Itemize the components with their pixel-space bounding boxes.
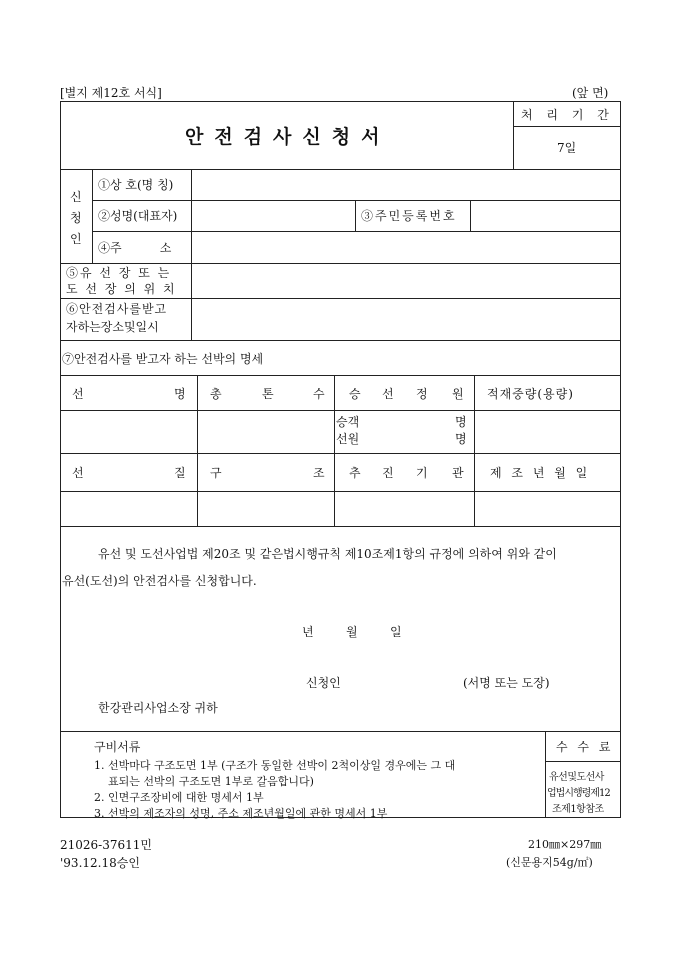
applicant-group-label-3: 인 xyxy=(70,232,82,246)
applicant-group-label-1: 신 xyxy=(70,190,82,204)
capacity-header-a: 승 xyxy=(349,387,361,401)
business-name-label: ①상 호(명 칭) xyxy=(98,178,174,192)
dock-location-label-1: ⑤유 선 장 또 는 xyxy=(66,266,172,280)
passengers-unit: 명 xyxy=(455,415,467,429)
crew-unit: 명 xyxy=(455,432,467,446)
engine-header-d: 관 xyxy=(452,466,464,480)
form-title: 안전검사신청서 xyxy=(185,126,391,148)
capacity-header-c: 정 xyxy=(416,387,428,401)
processing-period-label: 처 리 기 간 xyxy=(521,108,614,122)
required-document-1a: 1. 선박마다 구조도면 1부 (구조가 동일한 선박이 2척이상일 경우에는 그 대 xyxy=(94,759,456,772)
tonnage-header-b: 톤 xyxy=(262,387,274,401)
inspection-place-label-2: 자하는장소및일시 xyxy=(66,320,159,334)
vessel-section-title: ⑦안전검사를 받고자 하는 선박의 명세 xyxy=(62,352,264,366)
fee-reference-3: 조제1항참조 xyxy=(552,804,604,815)
crew-label: 선원 xyxy=(336,432,360,446)
fee-reference-2: 업법시행령제12 xyxy=(547,788,610,799)
statement-line-2: 유선(도선)의 안전검사를 신청합니다. xyxy=(62,574,257,588)
processing-period-value: 7일 xyxy=(557,141,577,155)
fee-reference-1: 유선및도선사 xyxy=(549,772,604,783)
applicant-group-label-2: 청 xyxy=(70,211,82,225)
date-day: 일 xyxy=(390,625,402,639)
required-document-3: 3. 선박의 제조자의 성명, 주소 제조년월일에 관한 명세서 1부 xyxy=(94,807,388,820)
tonnage-header-c: 수 xyxy=(313,387,325,401)
fee-label: 수 수 료 xyxy=(556,740,614,754)
cargo-weight-header: 적재중량(용량) xyxy=(487,387,574,401)
tonnage-header-a: 총 xyxy=(210,387,222,401)
capacity-header-b: 선 xyxy=(382,387,394,401)
address-label: ④주 소 xyxy=(98,241,172,255)
date-month: 월 xyxy=(346,625,358,639)
date-year: 년 xyxy=(302,625,314,639)
paper-size: 210㎜×297㎜ xyxy=(528,838,602,851)
structure-header-a: 구 xyxy=(210,466,222,480)
signature-or-seal-label: (서명 또는 도장) xyxy=(463,676,550,690)
approval-date: '93.12.18승인 xyxy=(60,856,140,870)
vessel-name-header-b: 명 xyxy=(174,387,186,401)
inspection-place-label-1: ⑥안전검사를받고 xyxy=(66,302,168,316)
vessel-name-header-a: 선 xyxy=(72,387,84,401)
engine-header-b: 진 xyxy=(382,466,394,480)
hull-material-header-a: 선 xyxy=(72,466,84,480)
manufacture-date-header: 제 조 년 월 일 xyxy=(490,466,591,480)
capacity-header-d: 원 xyxy=(452,387,464,401)
recipient-line: 한강관리사업소장 귀하 xyxy=(98,701,218,715)
required-document-2: 2. 인면구조장비에 대한 명세서 1부 xyxy=(94,791,264,804)
engine-header-c: 기 xyxy=(416,466,428,480)
page-side-label: (앞 면) xyxy=(572,86,609,100)
required-document-1b: 표되는 선박의 구조도면 1부로 갈음합니다) xyxy=(108,775,314,788)
statement-line-1: 유선 및 도선사업법 제20조 및 같은법시행규칙 제10조제1항의 규정에 의하여 위와 같이 xyxy=(98,547,557,561)
representative-label: ②성명(대표자) xyxy=(98,209,178,223)
applicant-signature-label: 신청인 xyxy=(306,676,341,690)
structure-header-b: 조 xyxy=(313,466,325,480)
dock-location-label-2: 도 선 장 의 위 치 xyxy=(66,282,177,296)
required-documents-title: 구비서류 xyxy=(94,740,141,754)
hull-material-header-b: 질 xyxy=(174,466,186,480)
engine-header-a: 추 xyxy=(349,466,361,480)
form-number-label: [별지 제12호 서식] xyxy=(60,86,162,100)
passengers-label: 승객 xyxy=(336,415,360,429)
resident-number-label: ③주민등록번호 xyxy=(361,209,457,223)
paper-type: (신문용지54g/㎡) xyxy=(506,856,593,869)
form-code: 21026-37611민 xyxy=(60,838,152,852)
